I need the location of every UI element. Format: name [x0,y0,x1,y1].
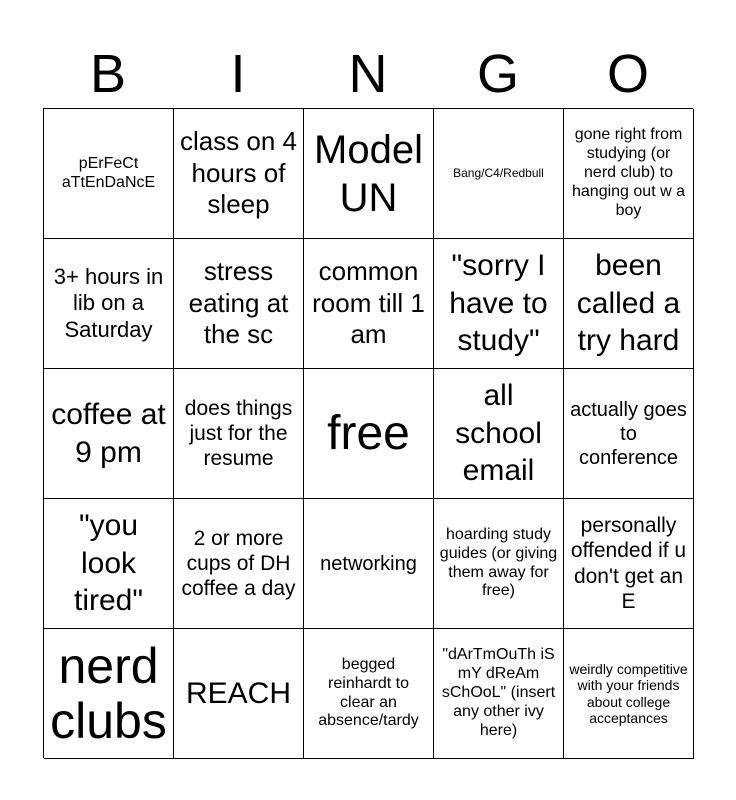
bingo-cell-text: all school email [455,379,542,488]
bingo-cell-r4c2[interactable] [174,499,304,629]
bingo-cell-r2c4[interactable] [434,239,564,369]
header-letter-g: G [476,44,519,104]
bingo-cell-text: "dArTmOuTh iS mY dReAm sChOoL" (insert any other ivy here) [441,646,556,739]
bingo-cell-text: class on 4 hours of sleep [179,125,298,220]
bingo-cell-r3c2[interactable] [174,369,304,499]
bingo-cell-r5c1[interactable] [44,629,174,759]
bingo-cell-r1c5[interactable] [564,109,694,239]
bingo-header [43,40,693,108]
bingo-cell-text: REACH [185,676,291,710]
bingo-cell-r5c4[interactable] [434,629,564,759]
bingo-cell-text: gone right from studying (or nerd club) to hanging out w a boy [572,126,685,219]
bingo-cell-text: stress eating at the sc [188,255,289,350]
bingo-cell-r3c3-free[interactable] [304,369,434,499]
bingo-cell-text: coffee at 9 pm [51,398,166,469]
bingo-cell-r4c4[interactable] [434,499,564,629]
bingo-cell-text: weirdly competitive with your friends about college acceptances [569,661,688,726]
bingo-board [43,108,693,758]
bingo-cell-r4c1[interactable] [44,499,174,629]
bingo-cell-text: actually goes to conference [570,398,687,469]
bingo-cell-text: begged reinhardt to clear an absence/tardy [318,655,419,730]
bingo-cell-r5c2[interactable] [174,629,304,759]
bingo-cell-text: networking [320,552,417,575]
header-letter-b: B [89,44,127,104]
bingo-cell-r1c2[interactable] [174,109,304,239]
header-letter-n: N [348,44,388,104]
bingo-cell-text: Bang/C4/Redbull [453,166,544,181]
bingo-cell-text: common room till 1 am [312,255,425,350]
bingo-cell-text: Model UN [314,127,423,220]
bingo-cell-r2c3[interactable] [304,239,434,369]
bingo-cell-text: "you look tired" [73,509,143,618]
bingo-cell-r1c4[interactable] [434,109,564,239]
bingo-cell-r1c1[interactable] [44,109,174,239]
free-space-text: free [327,406,410,460]
bingo-cell-r2c1[interactable] [44,239,174,369]
bingo-cell-r1c3[interactable] [304,109,434,239]
header-letter-o: O [606,44,649,104]
bingo-cell-r3c5[interactable] [564,369,694,499]
bingo-cell-r5c3[interactable] [304,629,434,759]
bingo-cell-r4c3[interactable] [304,499,434,629]
bingo-cell-text: pErFeCt aTtEnDaNcE [61,154,156,191]
bingo-cell-text: hoarding study guides (or giving them away for free) [439,525,558,600]
bingo-cell-r2c5[interactable] [564,239,694,369]
bingo-cell-text: 2 or more cups of DH coffee a day [181,526,296,601]
bingo-cell-text: "sorry I have to study" [449,249,548,358]
bingo-cell-r2c2[interactable] [174,239,304,369]
bingo-cell-r4c5[interactable] [564,499,694,629]
bingo-cell-text: personally offended if u don't get an E [570,514,687,613]
bingo-cell-r3c4[interactable] [434,369,564,499]
header-letter-i: I [230,44,246,104]
bingo-cell-text: does things just for the resume [184,396,293,471]
bingo-cell-r3c1[interactable] [44,369,174,499]
bingo-cell-r5c5[interactable] [564,629,694,759]
bingo-cell-text: nerd clubs [50,637,167,749]
bingo-cell-text: 3+ hours in lib on a Saturday [53,263,164,342]
bingo-cell-text: been called a try hard [576,249,681,358]
